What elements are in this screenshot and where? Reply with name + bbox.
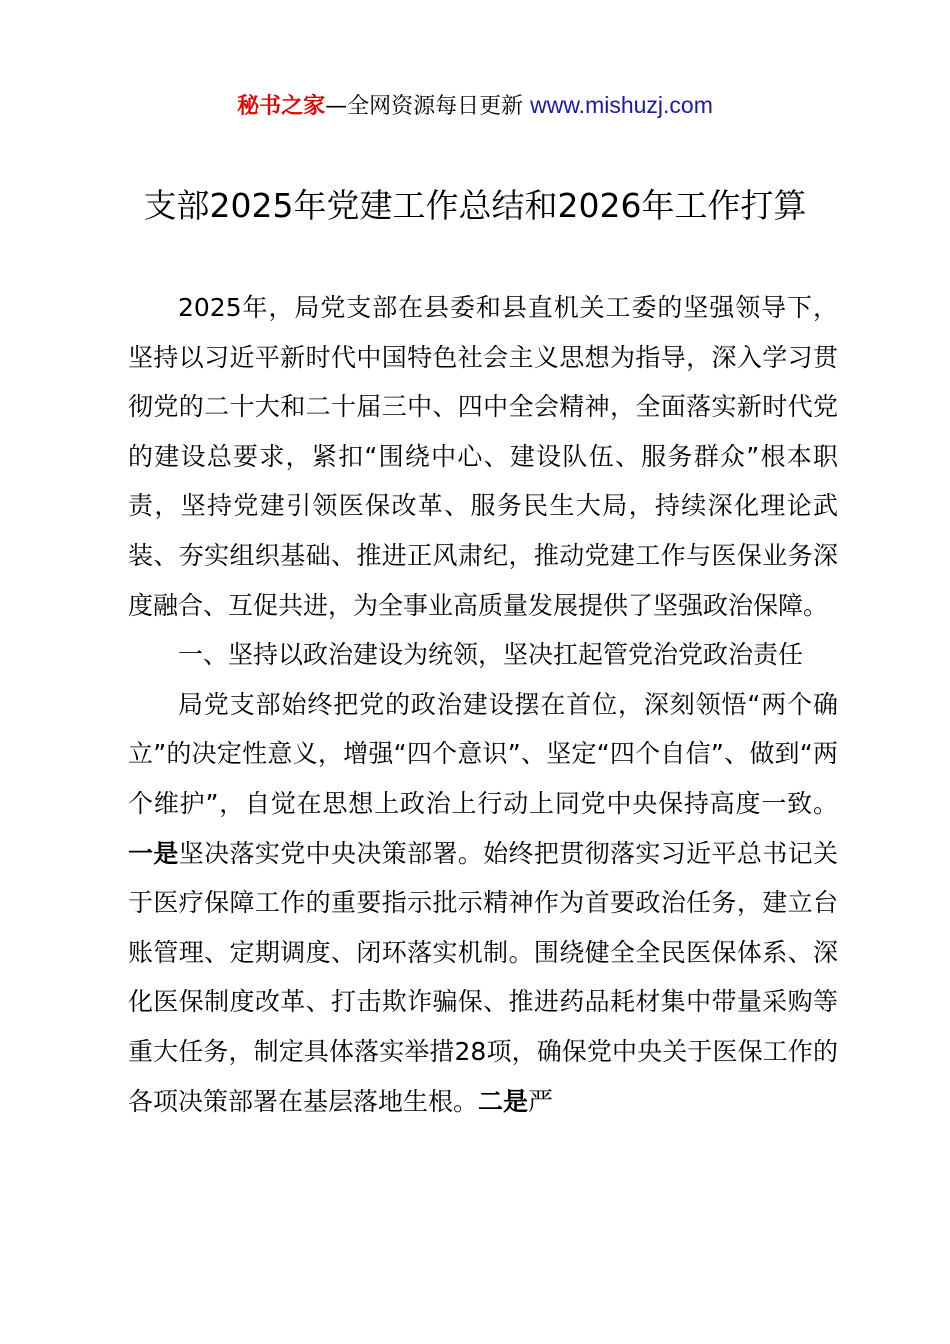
paragraph-section-1 xyxy=(128,680,838,1126)
header-banner xyxy=(0,88,950,124)
lead-marker-1: 一是 xyxy=(128,838,179,868)
lead-marker-2: 二是 xyxy=(478,1086,529,1116)
header-url-link[interactable]: www.mishuzj.com xyxy=(530,92,713,118)
section-1-text-a: 局党支部始终把党的政治建设摆在首位，深刻领悟“两个确立”的决定性意义，增强“四个意识”、坚定“四个自信”、做到“两个维护”，自觉在思想上政治上行动上同党中央保持高度一致。 xyxy=(128,689,838,818)
document-title: 支部2025年党建工作总结和2026年工作打算 xyxy=(143,186,807,225)
section-1-text-b: 坚决落实党中央决策部署。始终把贯彻落实习近平总书记关于医疗保障工作的重要指示批示精神作为首要政治任务，建立台账管理、定期调度、闭环落实机制。围绕健全全民医保体系、深化医保制度改革、打击欺诈骗保、推进药品耗材集中带量采购等重大任务，制定具体落实举措28项，确保党中央关于医保工作的各项决策部署在基层落地生根。 xyxy=(128,838,838,1116)
document-body xyxy=(128,283,838,1126)
header-tagline: —全网资源每日更新 xyxy=(325,94,531,119)
section-1-text-c: 严 xyxy=(528,1086,554,1116)
brand-name: 秘书之家 xyxy=(237,94,326,119)
section-heading-1: 一、坚持以政治建设为统领，坚决扛起管党治党政治责任 xyxy=(178,640,804,670)
paragraph-intro: 2025年，局党支部在县委和县直机关工委的坚强领导下，坚持以习近平新时代中国特色社会主义思想为指导，深入学习贯彻党的二十大和二十届三中、四中全会精神，全面落实新时代党的建设总要求，紧扣“围绕中心、建设队伍、服务群众”根本职责，坚持党建引领医保改革、服务民生大局，持续深化理论武装、夯实组织基础、推进正风肃纪，推动党建工作与医保业务深度融合、互促共进，为全事业高质量发展提供了坚强政治保障。 xyxy=(128,293,838,620)
